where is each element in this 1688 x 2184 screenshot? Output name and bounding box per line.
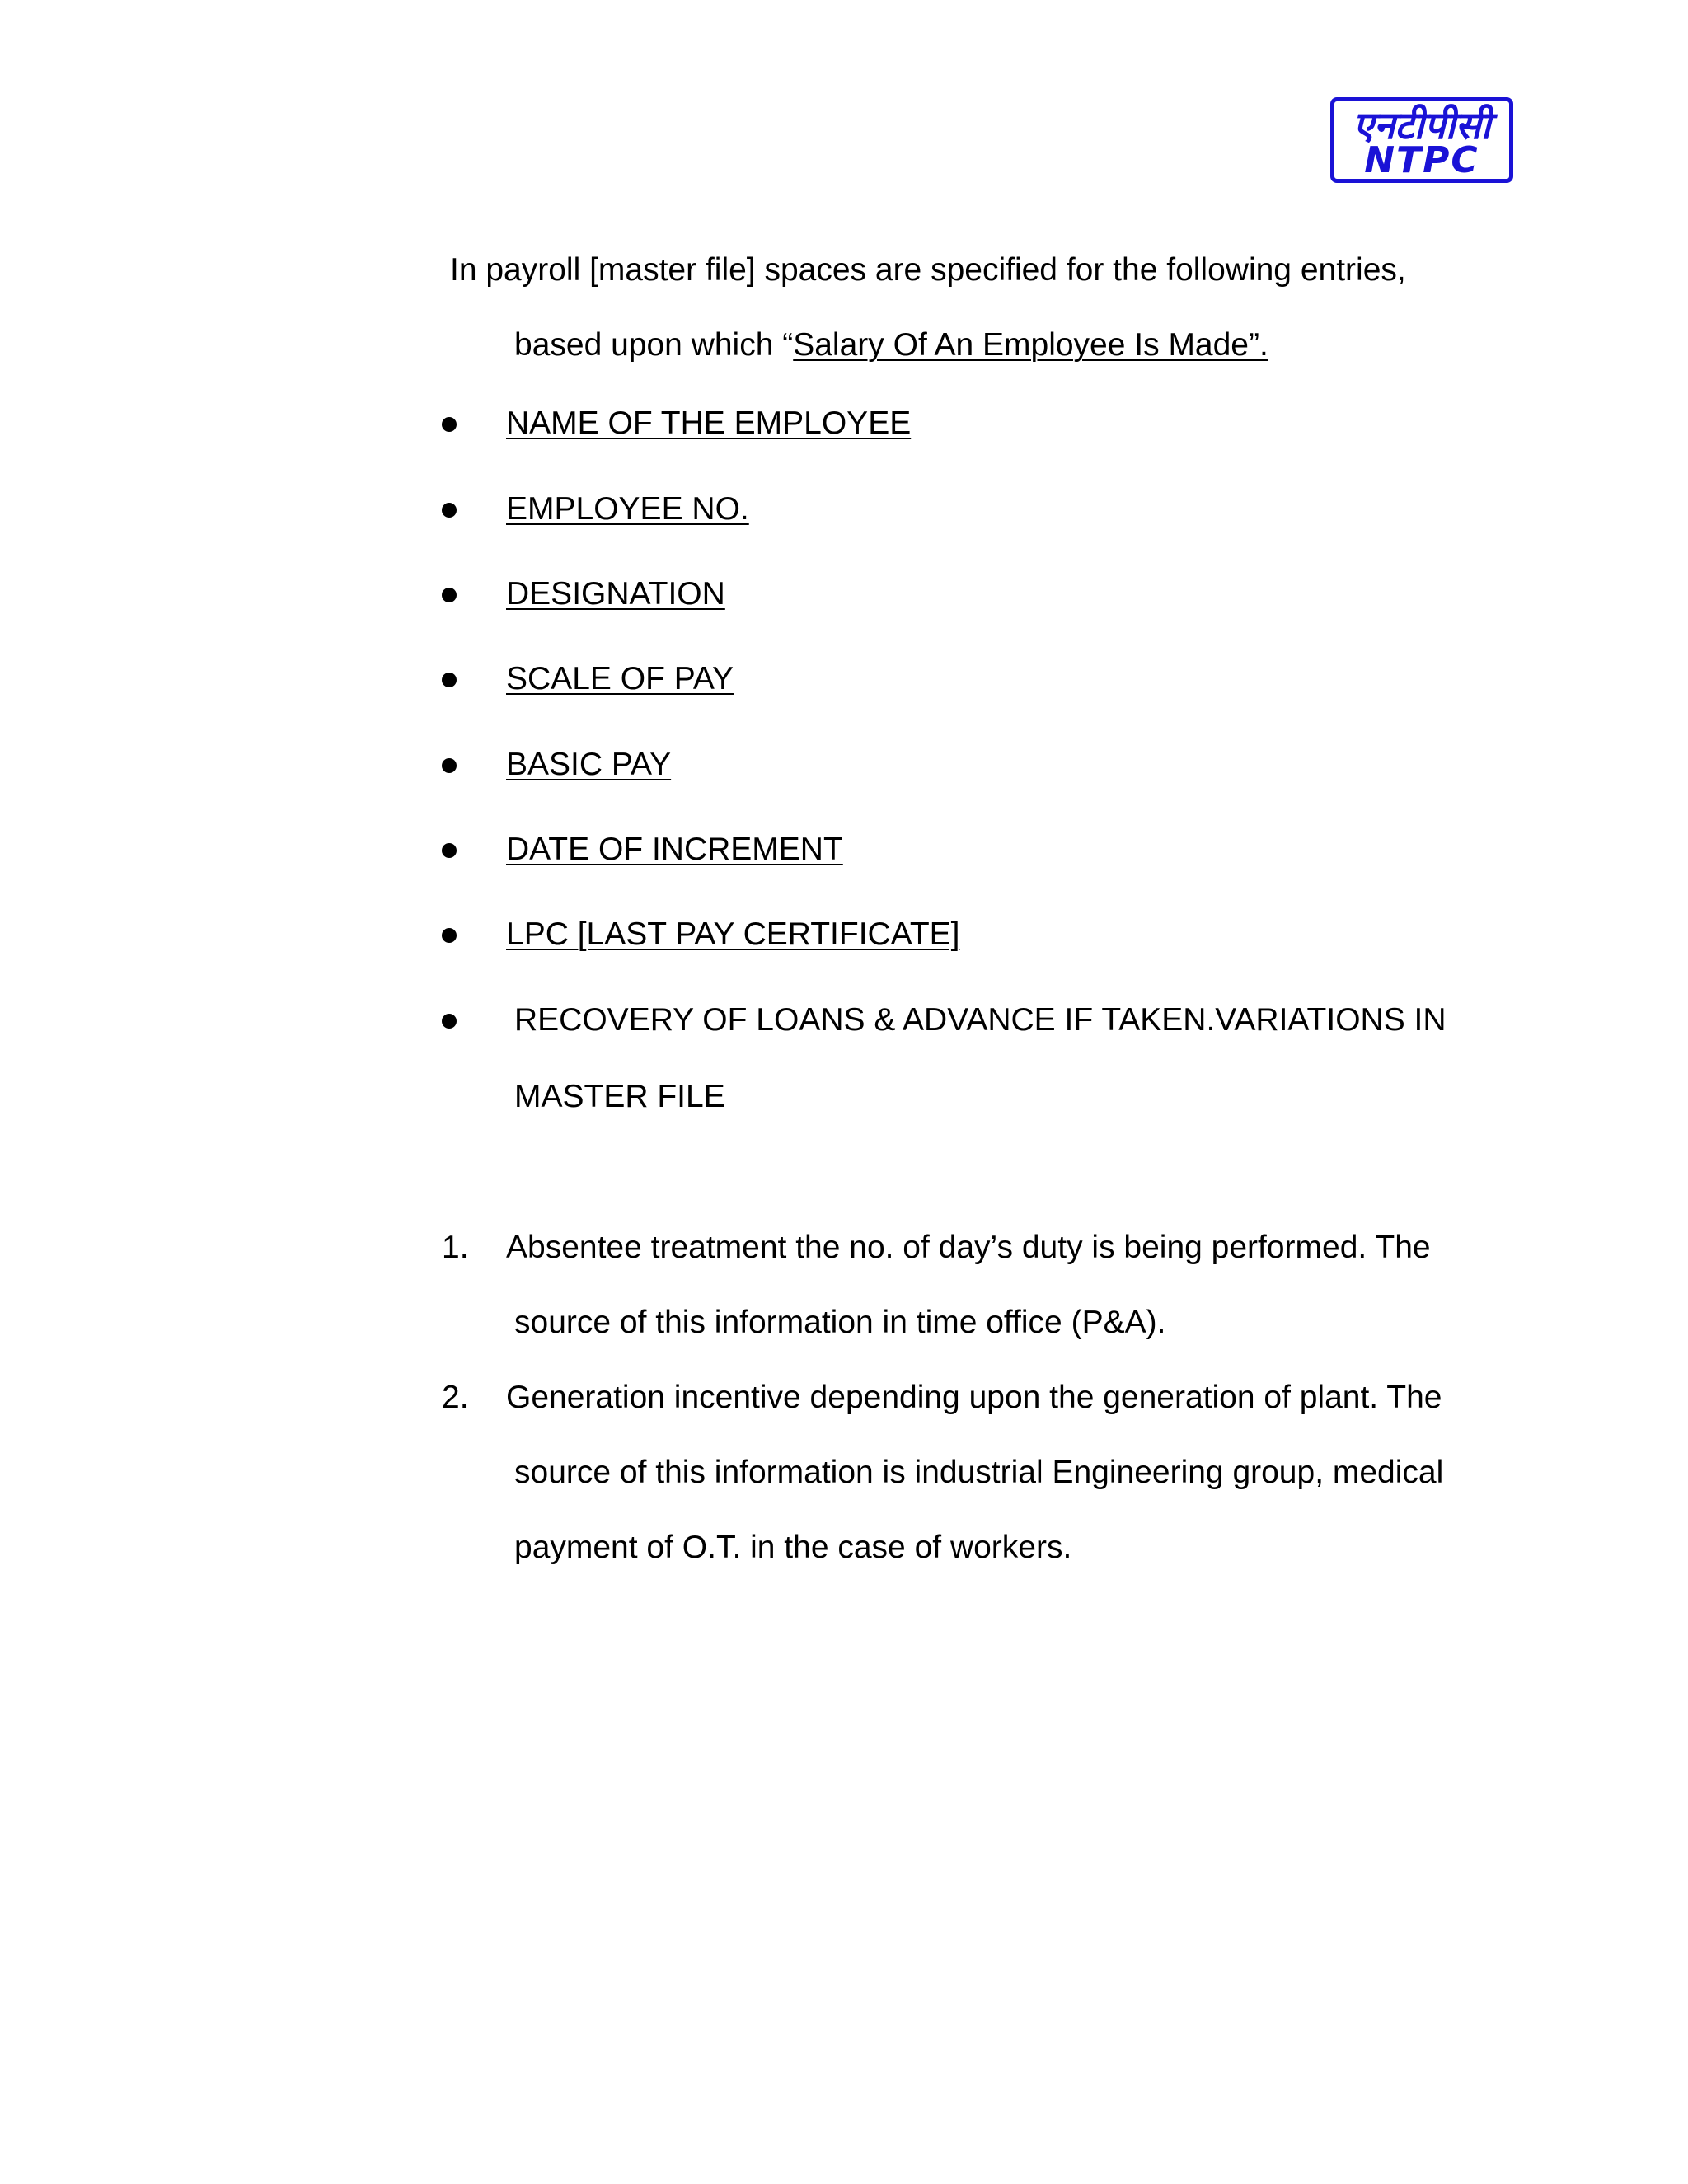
item-number: 2. <box>442 1380 469 1415</box>
logo-hindi-text: एनटीपीसी <box>1353 103 1491 148</box>
intro-line-2-prefix: based upon which “ <box>514 327 794 363</box>
bullet-item-text: DATE OF INCREMENT <box>506 832 843 867</box>
bullet-marker <box>442 1014 457 1029</box>
bullet-marker <box>442 503 457 518</box>
numbered-item-line: source of this information in time office (P&A). <box>514 1305 1166 1340</box>
numbered-item-line: Absentee treatment the no. of day’s duty is being performed. The <box>506 1230 1431 1265</box>
bullet-marker <box>442 673 457 687</box>
bullet-item-text: SCALE OF PAY <box>506 661 734 696</box>
numbered-item-line: Generation incentive depending upon the generation of plant. The <box>506 1380 1442 1415</box>
bullet-item-text-continued: MASTER FILE <box>514 1079 725 1114</box>
bullet-marker <box>442 588 457 602</box>
bullet-marker <box>442 928 457 943</box>
bullet-marker <box>442 843 457 858</box>
bullet-marker <box>442 758 457 773</box>
numbered-item-line: source of this information is industrial Engineering group, medical <box>514 1455 1444 1490</box>
bullet-item-text: NAME OF THE EMPLOYEE <box>506 405 912 441</box>
ntpc-logo <box>1330 97 1513 183</box>
bullet-item-text: BASIC PAY <box>506 747 672 782</box>
salary-phrase: Salary Of An Employee Is Made”. <box>793 327 1268 363</box>
bullet-item-text: EMPLOYEE NO. <box>506 491 749 527</box>
item-number: 1. <box>442 1230 469 1265</box>
numbered-item-line: payment of O.T. in the case of workers. <box>514 1530 1072 1565</box>
intro-line-2 <box>514 327 1268 363</box>
bullet-item-text: DESIGNATION <box>506 576 725 612</box>
bullet-item-text: RECOVERY OF LOANS & ADVANCE IF TAKEN.VARIATIONS IN <box>514 1002 1447 1038</box>
bullet-item-text: LPC [LAST PAY CERTIFICATE] <box>506 916 960 952</box>
bullet-marker <box>442 417 457 432</box>
logo-latin-text: NTPC <box>1364 139 1479 181</box>
intro-line-1: In payroll [master file] spaces are specified for the following entries, <box>450 252 1406 288</box>
